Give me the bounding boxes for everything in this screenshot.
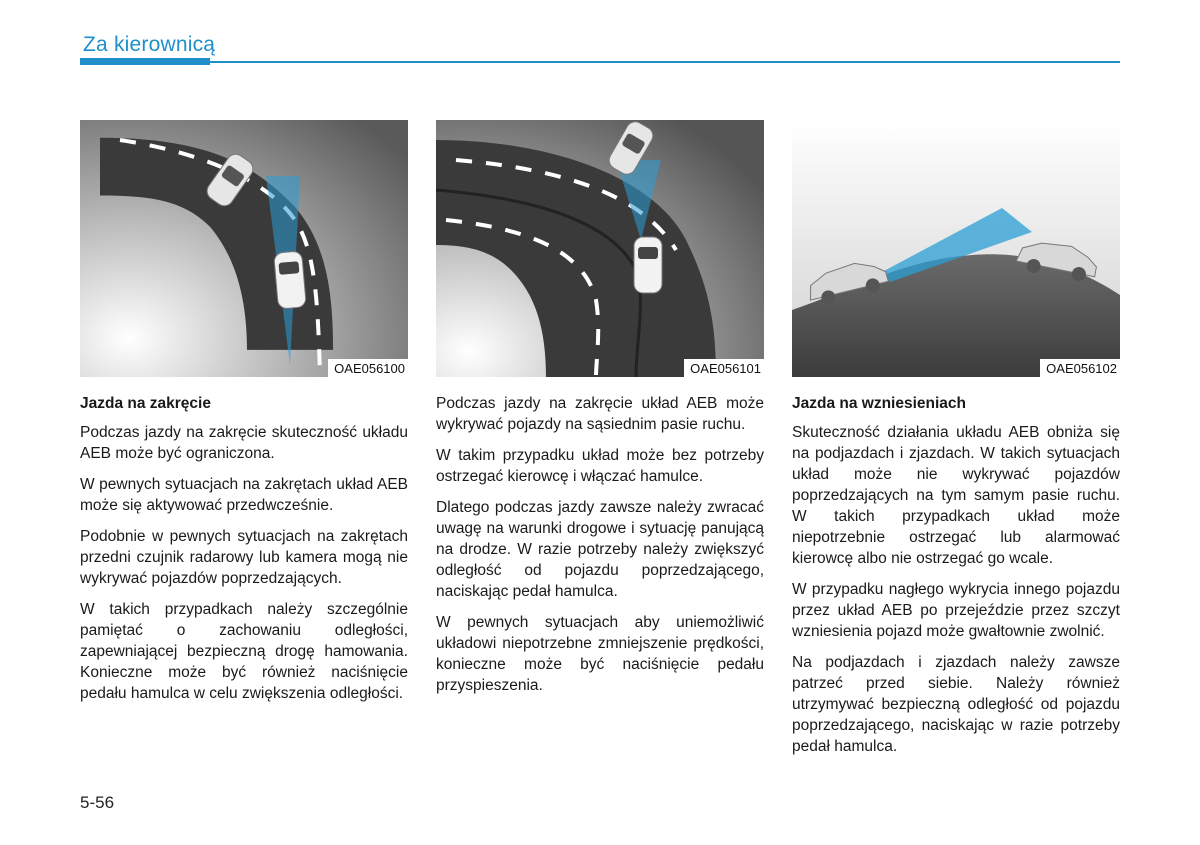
paragraph: W pewnych sytuacjach na zakrętach układ AEB może się aktywować przedwcześnie. [80, 476, 408, 514]
column-2 [436, 393, 764, 706]
paragraph: W takich przypadkach należy szczególnie pamiętać o zachowaniu odległości, zapewniającej bezpieczną drogę hamowania. Konieczne może być również naciśnięcie pedału hamulca w celu zwiększenia odległości. [80, 601, 408, 702]
column-3 [792, 393, 1120, 767]
curve-adjacent-illustration [436, 120, 764, 377]
hill-illustration [792, 120, 1120, 377]
paragraph: W pewnych sytuacjach aby uniemożliwić układowi niepotrzebne zmniejszenie prędkości, konieczne może być naciśnięcie pedału przyspieszenia. [436, 614, 764, 694]
figure-hill [792, 120, 1120, 377]
column-heading: Jazda na wzniesieniach [792, 395, 967, 412]
section-title: Za kierownicą [83, 33, 216, 56]
figure-code: OAE056101 [684, 359, 764, 377]
figure-code: OAE056100 [328, 359, 408, 377]
figure-curve-adjacent-lane [436, 120, 764, 377]
paragraph: W przypadku nagłego wykrycia innego pojazdu przez układ AEB po przejeździe przez szczyt wzniesienia pojazd może gwałtownie zwolnić. [792, 581, 1120, 640]
figure-code: OAE056102 [1040, 359, 1120, 377]
column-heading: Jazda na zakręcie [80, 395, 211, 412]
paragraph: Podobnie w pewnych sytuacjach na zakrętach przedni czujnik radarowy lub kamera mogą nie wykrywać pojazdów poprzedzających. [80, 528, 408, 587]
paragraph: W takim przypadku układ może bez potrzeby ostrzegać kierowcę i włączać hamulce. [436, 447, 764, 485]
page-number: 5-56 [80, 793, 115, 812]
paragraph: Skuteczność działania układu AEB obniża się na podjazdach i zjazdach. W takich sytuacjach układ może nie wykrywać pojazdów poprzedzających na tym samym pasie ruchu. W takich przypadkach układ może niepotrzebnie ostrzegać lub alarmować kierowcę albo nie ostrzegać go wcale. [792, 424, 1120, 567]
paragraph: Na podjazdach i zjazdach należy zawsze patrzeć przed siebie. Należy również utrzymywać bezpieczną odległość od pojazdu poprzedzającego, naciskając w razie potrzeby pedał hamulca. [792, 654, 1120, 755]
paragraph: Podczas jazdy na zakręcie układ AEB może wykrywać pojazdy na sąsiednim pasie ruchu. [436, 395, 764, 433]
column-1 [80, 393, 408, 714]
curve-illustration [80, 120, 408, 377]
paragraph: Podczas jazdy na zakręcie skuteczność układu AEB może być ograniczona. [80, 424, 408, 462]
header-rule [80, 61, 1120, 63]
paragraph: Dlatego podczas jazdy zawsze należy zwracać uwagę na warunki drogowe i sytuację panującą na drodze. W razie potrzeby należy zwiększyć odległość od pojazdu poprzedzającego, naciskając pedał hamulca. [436, 499, 764, 600]
figure-curve-same-lane [80, 120, 408, 377]
